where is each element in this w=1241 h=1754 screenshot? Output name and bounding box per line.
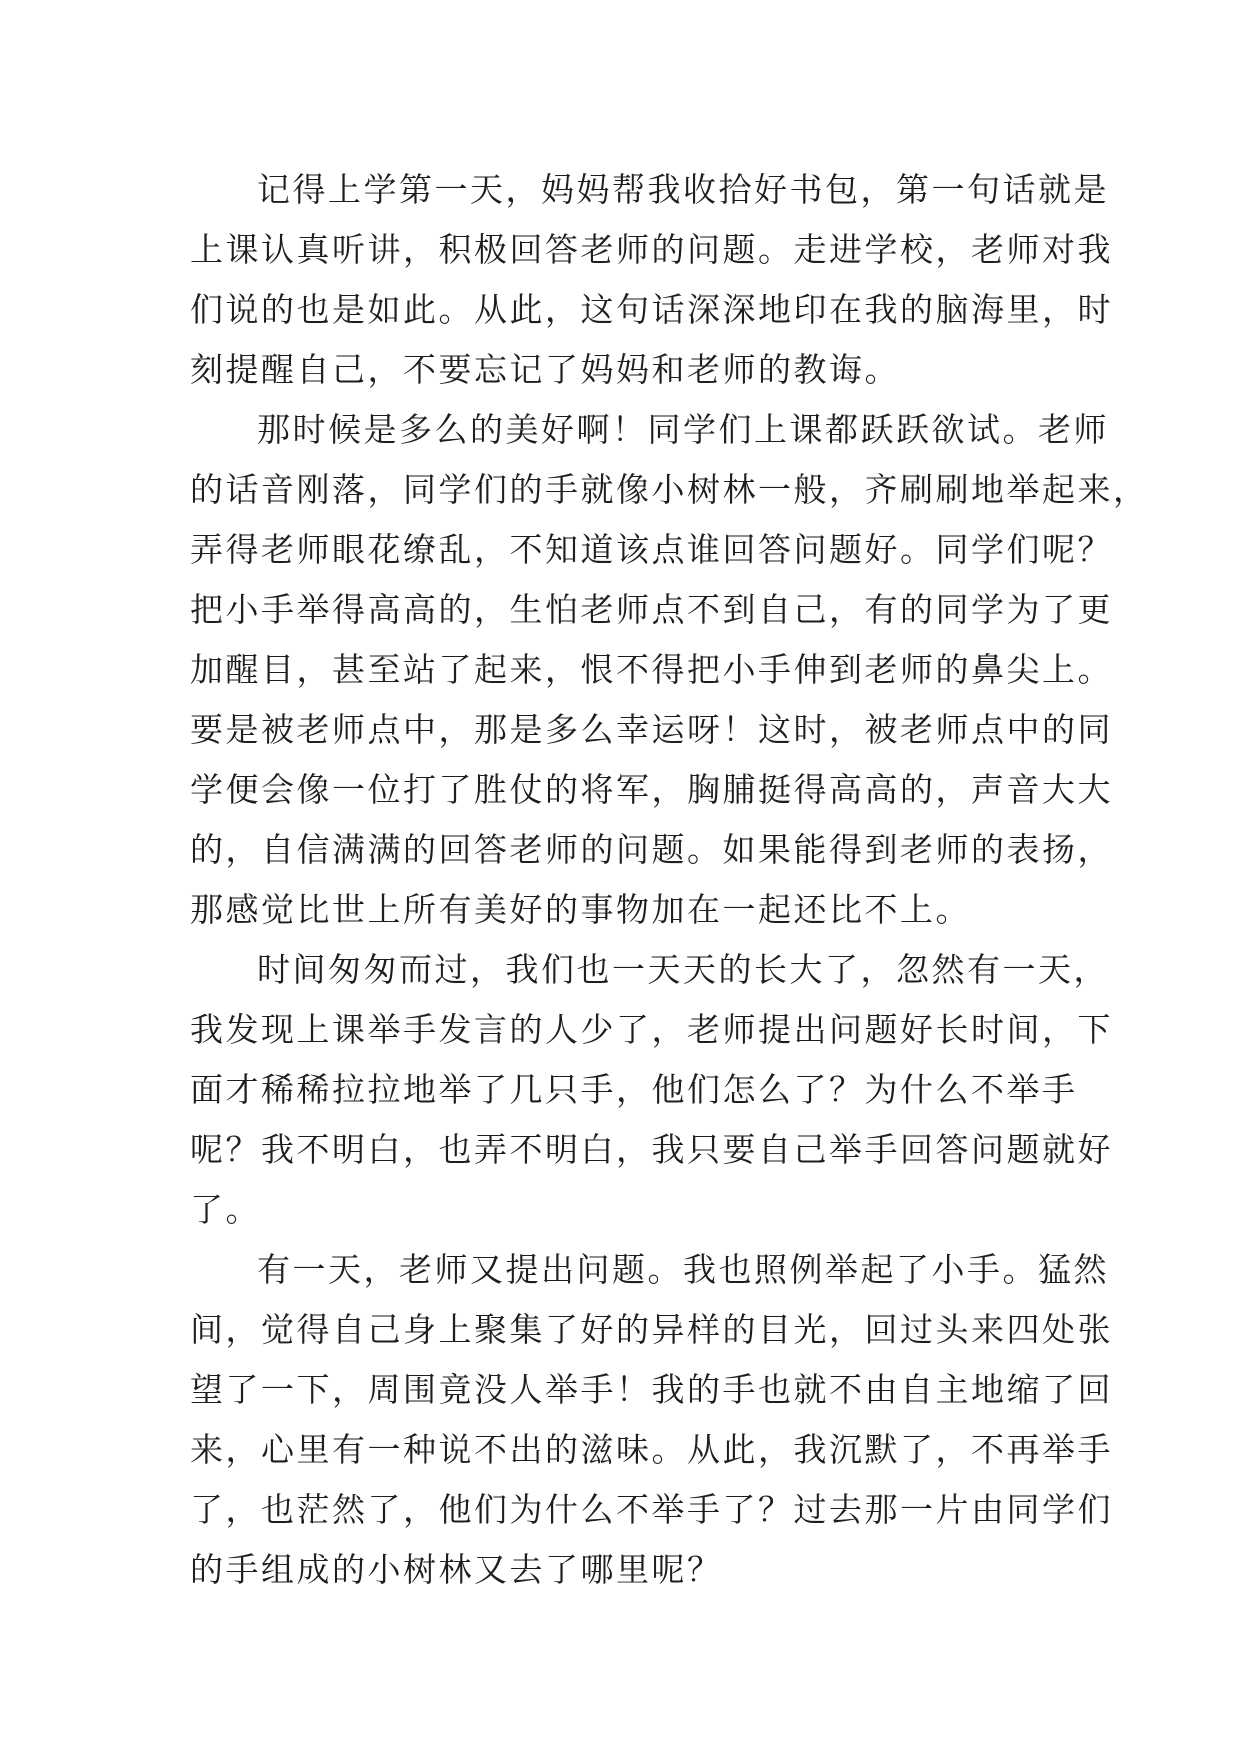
paragraph-line: 刻提醒自己，不要忘记了妈妈和老师的教诲。 xyxy=(190,350,900,389)
paragraph-line: 了，也茫然了，他们为什么不举手了？过去那一片由同学们 xyxy=(190,1490,1113,1529)
paragraph-line: 加醒目，甚至站了起来，恨不得把小手伸到老师的鼻尖上。 xyxy=(190,650,1113,689)
paragraph-line: 时间匆匆而过，我们也一天天的长大了，忽然有一天， xyxy=(257,950,1109,989)
paragraph-line: 我发现上课举手发言的人少了，老师提出问题好长时间，下 xyxy=(190,1010,1113,1049)
paragraph-line: 了。 xyxy=(190,1190,261,1229)
paragraph-line: 那时候是多么的美好啊！同学们上课都跃跃欲试。老师 xyxy=(257,410,1109,449)
paragraph-line: 有一天，老师又提出问题。我也照例举起了小手。猛然 xyxy=(257,1250,1109,1289)
paragraph-line: 呢？我不明白，也弄不明白，我只要自己举手回答问题就好 xyxy=(190,1130,1113,1169)
paragraph-line: 面才稀稀拉拉地举了几只手，他们怎么了？为什么不举手 xyxy=(190,1070,1078,1109)
paragraph-line: 来，心里有一种说不出的滋味。从此，我沉默了，不再举手 xyxy=(190,1430,1113,1469)
paragraph-line: 那感觉比世上所有美好的事物加在一起还比不上。 xyxy=(190,890,971,929)
paragraph-line: 记得上学第一天，妈妈帮我收拾好书包，第一句话就是 xyxy=(257,170,1109,209)
paragraph-line: 弄得老师眼花缭乱，不知道该点谁回答问题好。同学们呢？ xyxy=(190,530,1113,569)
paragraph-line: 上课认真听讲，积极回答老师的问题。走进学校，老师对我 xyxy=(190,230,1113,269)
paragraph-line: 间，觉得自己身上聚集了好的异样的目光，回过头来四处张 xyxy=(190,1310,1113,1349)
paragraph-2 xyxy=(190,400,1149,940)
paragraph-line: 们说的也是如此。从此，这句话深深地印在我的脑海里，时 xyxy=(190,290,1113,329)
paragraph-line: 的手组成的小树林又去了哪里呢？ xyxy=(190,1550,723,1589)
paragraph-line: 的话音刚落，同学们的手就像小树林一般，齐刷刷地举起来， xyxy=(190,470,1149,509)
paragraph-line: 把小手举得高高的，生怕老师点不到自己，有的同学为了更 xyxy=(190,590,1113,629)
paragraph-4 xyxy=(190,1240,1113,1600)
paragraph-1 xyxy=(190,160,1113,400)
paragraph-line: 的，自信满满的回答老师的问题。如果能得到老师的表扬， xyxy=(190,830,1113,869)
paragraph-line: 要是被老师点中，那是多么幸运呀！这时，被老师点中的同 xyxy=(190,710,1113,749)
paragraph-3 xyxy=(190,940,1113,1240)
paragraph-line: 学便会像一位打了胜仗的将军，胸脯挺得高高的，声音大大 xyxy=(190,770,1113,809)
paragraph-line: 望了一下，周围竟没人举手！我的手也就不由自主地缩了回 xyxy=(190,1370,1113,1409)
